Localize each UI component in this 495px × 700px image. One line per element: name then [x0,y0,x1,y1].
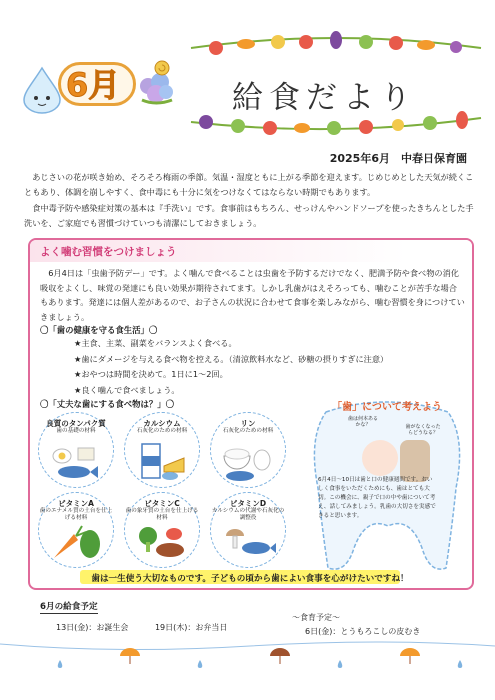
raindrop-umbrella-garland-icon [0,636,495,700]
list-item: 13日(金)：お誕生会 [56,623,129,632]
nutrient-desc: 歯の象牙質の土台を仕上げる材料 [125,508,199,521]
list-item: ★歯にダメージを与える食べ物を控える。（清涼飲料水など、砂糖の摂りすぎに注意） [74,353,389,364]
intro-paragraph-1: あじさいの花が咲き始め、そろそろ梅雨の季節。気温・湿度ともに上がる季節を迎えます。じめじめとした天気が続くこともあり、体調を崩しやすく、食中毒にも十分に気をつけなくてはならない時期でもあります。 [24,172,474,197]
diet-tips-list [74,336,388,398]
speech-bubble: 歯がなくなったらどうなる？ [405,424,441,436]
nutrient-desc: 石灰化のための材料 [222,428,274,434]
carrot-spinach-icon [48,522,104,562]
foods-subheading: 〇「丈夫な歯にする食べ物は？」〇 [40,399,174,409]
date-and-school: 2025年6月 中春日保育園 [329,152,467,165]
nutrient-desc: 歯の基礎の材料 [56,428,96,434]
menu-list [56,622,251,633]
milk-cheese-icon [134,442,190,482]
nutrient-phosphorus [210,412,286,488]
nutrient-calcium [124,412,200,488]
intro-text [24,170,476,232]
intro-paragraph-2: 食中毒予防や感染症対策の基本は『手洗い』です。食事前はもちろん、せっけんやハンドソープを使ったきちんとした手洗いを、ご家庭でも習慣づけていつも清潔にしておきましょう。 [24,203,474,228]
nutrient-name: ビタミンC [144,499,180,508]
nutrient-protein [38,412,114,488]
tooth-panel-title: 「歯」について考えよう [332,402,442,413]
nutrient-desc: 石灰化のための材料 [136,428,188,434]
nutrient-name: 良質のタンパク質 [46,419,106,428]
header [0,0,495,140]
speech-bubble: 歯は何本あるかな？ [348,416,379,428]
list-item: 19日(木)：お弁当日 [154,623,228,632]
fish-egg-tofu-icon [48,442,104,482]
events-heading: ～食育予定～ [292,613,340,622]
nutrient-desc: カルシウムの代謝や石灰化の調整役 [211,508,285,521]
nutrient-vitamin-a [38,492,114,568]
nutrient-name: ビタミンD [229,499,267,508]
tooth-panel-text: 6月4日～10日は歯と口の健康週間です。おいしく食事をいただくためにも、歯はとても大切。この機会に、親子で口の中や歯について考え、話してみましょう。乳歯の大切さを実感できると思います。 [318,477,436,519]
section-header [30,240,472,262]
list-item: ★良く噛んで食べましょう。 [74,384,180,395]
nutrient-name: ビタミンA [58,499,94,508]
section-title: よく噛む習慣をつけましょう [40,246,177,258]
list-item: ★主食、主菜、副菜をバランスよく食べる。 [74,338,237,348]
mushroom-fish-icon [220,522,276,562]
page-title: 給食だより [232,80,417,116]
section-body: 6月4日は「虫歯予防デー」です。よく噛んで食べることは虫歯を予防するだけでなく、肥満予防や食べ物の消化吸収をよくし、味覚の発達にも良い効果が期待されてます。しかし乳歯がはえそろっても、噛むことが苦手な場合もあります。発達には個人差があるので、お子さんの状況に合わせて食事を楽しみながら、噛む習慣を身につけていきましょう。 [40,268,465,322]
list-item: ★おやつは時間を決めて。1日に1～2回。 [74,369,228,379]
diet-subheading: 〇「歯の健康を守る食生活」〇 [40,325,158,335]
raindrop-mascot-icon [20,66,64,114]
nutrient-name: カルシウム [143,419,181,428]
rice-egg-icon [220,442,276,482]
nutrient-vitamin-c [124,492,200,568]
hydrangea-snail-icon [132,56,180,108]
menu-heading: 6月の給食予定 [40,602,98,612]
broccoli-potato-icon [134,522,190,562]
event-item: 6日(金)：とうもろこしの皮むき [305,627,421,636]
month-label: 6月 [66,66,121,104]
nutrient-vitamin-d [210,492,286,568]
slogan: 歯は一生使う大切なものです。子どもの頃から歯によい食事を心がけたいですね！ [91,574,409,584]
nutrient-desc: 歯のエナメル質の土台を仕上げる材料 [39,508,113,521]
nutrient-name: リン [240,419,256,428]
